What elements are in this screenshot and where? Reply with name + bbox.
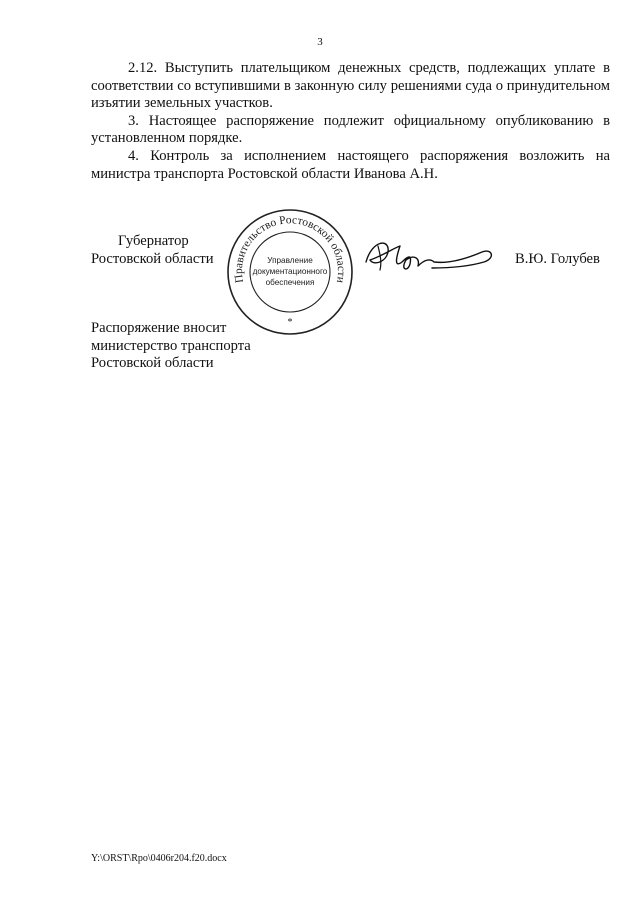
paragraph-2-12: 2.12. Выступить плательщиком денежных средств, подлежащих уплате в соответствии со вступившими в законную силу решениями суда о принудительном изъятии земельных участков. — [91, 60, 610, 112]
submission-note-line3: Ростовской области — [91, 355, 214, 372]
page-number: 3 — [317, 36, 323, 48]
signatory-title — [91, 233, 214, 268]
file-path-footer: Y:\ORST\Rpo\0406r204.f20.docx — [91, 853, 227, 864]
official-stamp — [225, 207, 355, 337]
signatory-title-line2: Ростовской области — [91, 250, 214, 267]
paragraph-4: 4. Контроль за исполнением настоящего распоряжения возложить на министра транспорта Ростовской области Иванова А.Н. — [91, 147, 610, 182]
signatory-title-line1: Губернатор — [118, 233, 189, 249]
submission-note-line2: министерство транспорта — [91, 337, 251, 354]
stamp-inner-line2: документационного — [252, 267, 328, 276]
stamp-outer-text: Правительство Ростовской области — [232, 214, 348, 284]
submission-note-line1: Распоряжение вносит — [91, 320, 227, 336]
document-body — [91, 60, 610, 183]
handwritten-signature — [360, 232, 500, 282]
stamp-star: * — [287, 317, 293, 328]
paragraph-3: 3. Настоящее распоряжение подлежит официальному опубликованию в установленном порядке. — [91, 112, 610, 147]
signer-name: В.Ю. Голубев — [515, 251, 600, 267]
submission-note — [91, 320, 251, 373]
stamp-inner-line3: обеспечения — [265, 278, 315, 287]
stamp-inner-line1: Управление — [267, 256, 313, 265]
